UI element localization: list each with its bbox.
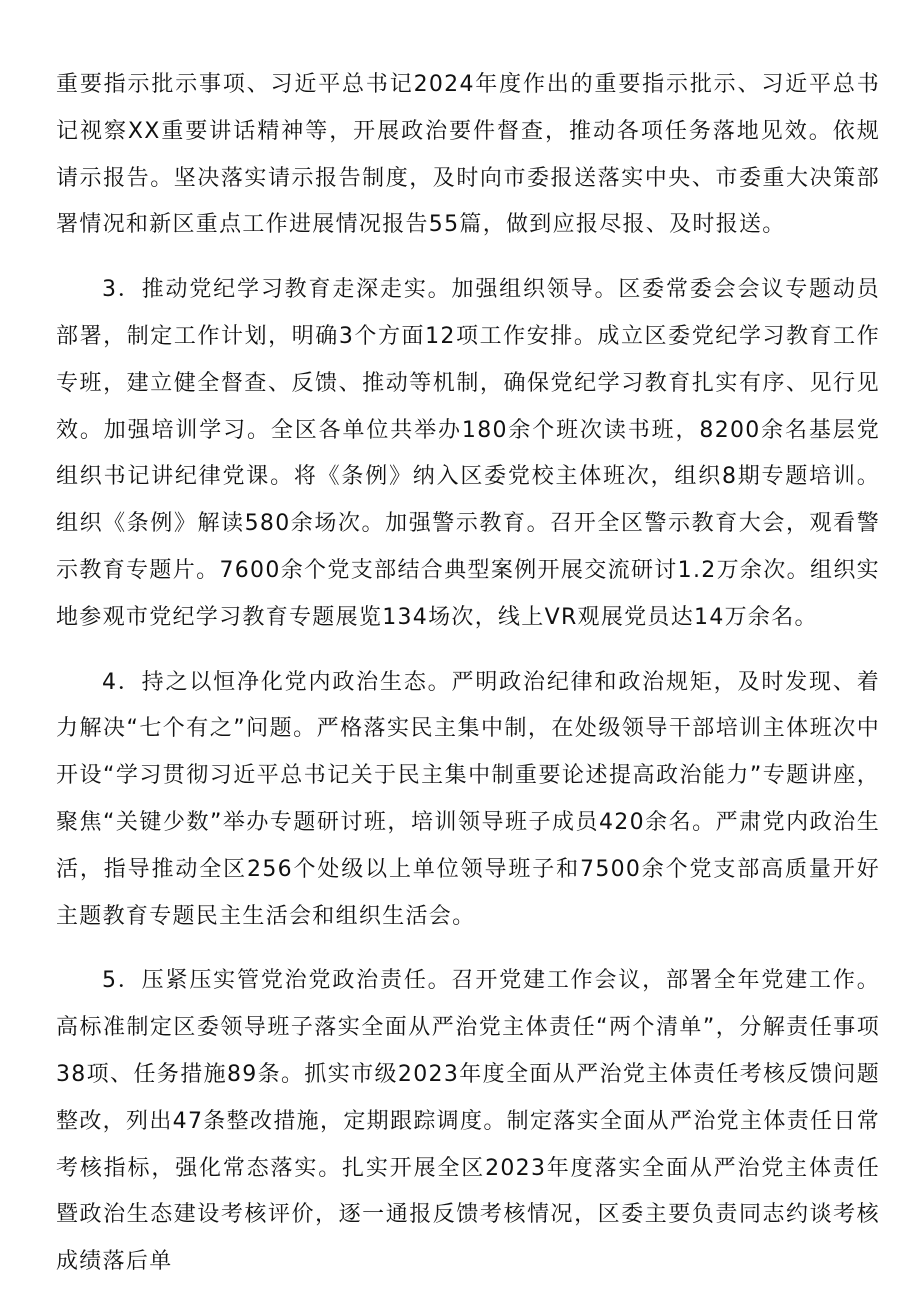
document-body — [56, 62, 880, 1286]
paragraph-3-party-discipline-education: 3．推动党纪学习教育走深走实。加强组织领导。区委常委会会议专题动员部署，制定工作计划，明确3个方面12项工作安排。成立区委党纪学习教育工作专班，建立健全督查、反馈、推动等机制，确保党纪学习教育扎实有序、见行见效。加强培训学习。全区各单位共举办180余个班次读书班，8200余名基层党组织书记讲纪律党课。将《条例》纳入区委党校主体班次，组织8期专题培训。组织《条例》解读580余场次。加强警示教育。召开全区警示教育大会，观看警示教育专题片。7600余个党支部结合典型案例开展交流研讨1.2万余次。组织实地参观市党纪学习教育专题展览134场次，线上VR观展党员达14万余名。 — [56, 277, 880, 630]
paragraph-4-political-ecology: 4．持之以恒净化党内政治生态。严明政治纪律和政治规矩，及时发现、着力解决“七个有之”问题。严格落实民主集中制，在处级领导干部培训主体班次中开设“学习贯彻习近平总书记关于民主集中制重要论述提高政治能力”专题讲座，聚焦“关键少数”举办专题研讨班，培训领导班子成员420余名。严肃党内政治生活，指导推动全区256个处级以上单位领导班子和7500余个党支部高质量开好主题教育专题民主生活会和组织生活会。 — [56, 669, 880, 929]
paragraph-5-political-responsibility: 5．压紧压实管党治党政治责任。召开党建工作会议，部署全年党建工作。高标准制定区委领导班子落实全面从严治党主体责任“两个清单”，分解责任事项38项、任务措施89条。抓实市级2023年度全面从严治党主体责任考核反馈问题整改，列出47条整改措施，定期跟踪调度。制定落实全面从严治党主体责任日常考核指标，强化常态落实。扎实开展全区2023年度落实全面从严治党主体责任暨政治生态建设考核评价，逐一通报反馈考核情况，区委主要负责同志约谈考核成绩落后单 — [56, 968, 880, 1275]
paragraph-continued: 重要指示批示事项、习近平总书记2024年度作出的重要指示批示、习近平总书记视察XX重要讲话精神等，开展政治要件督查，推动各项任务落地见效。依规请示报告。坚决落实请示报告制度，及时向市委报送落实中央、市委重大决策部署情况和新区重点工作进展情况报告55篇，做到应报尽报、及时报送。 — [56, 72, 880, 238]
